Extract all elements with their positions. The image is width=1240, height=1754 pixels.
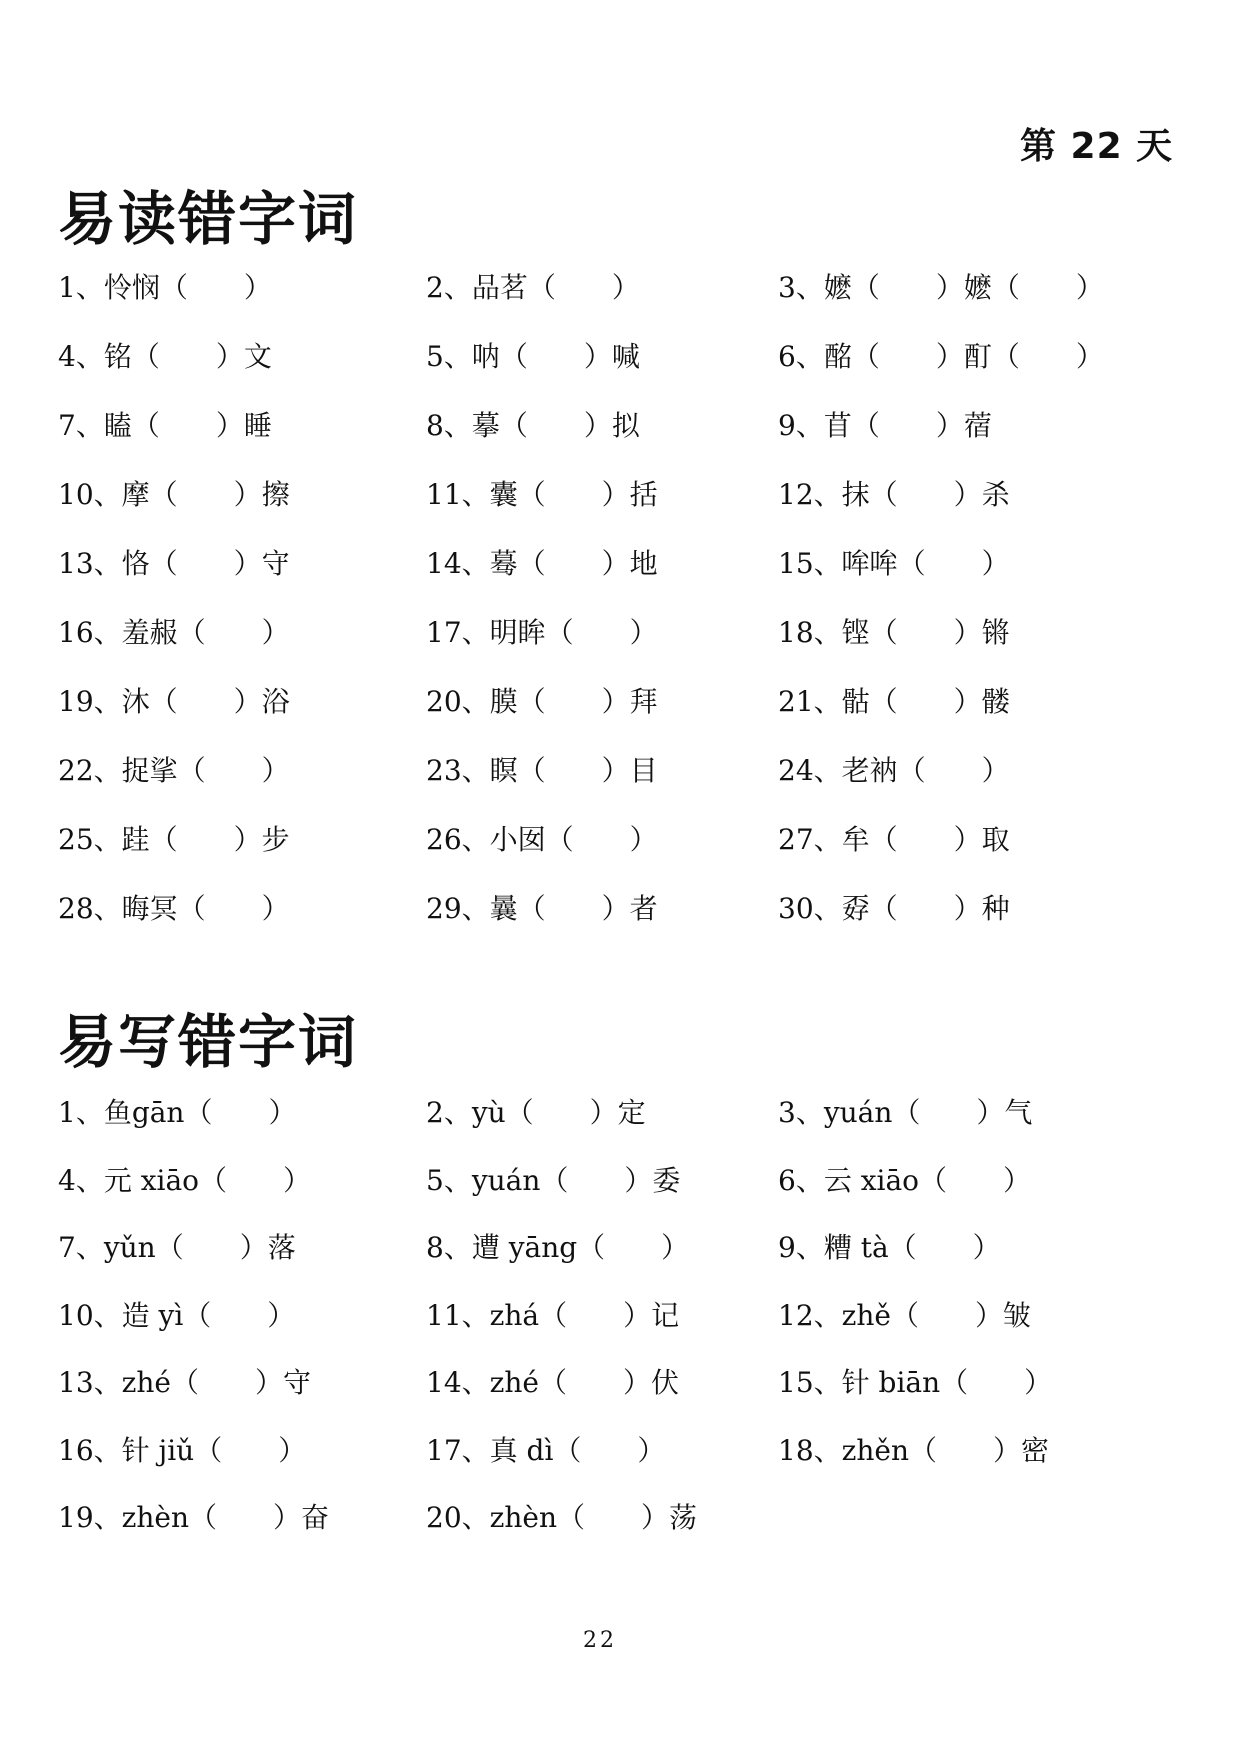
exercise-item: 8、遭 yāng（ ） xyxy=(426,1231,690,1264)
exercise-item: 16、针 jiǔ（ ） xyxy=(58,1433,307,1467)
exercise-item: 10、摩（ ）擦 xyxy=(58,478,290,511)
exercise-item: 23、瞑（ ）目 xyxy=(426,754,658,787)
exercise-item: 4、元 xiāo（ ） xyxy=(58,1163,312,1197)
exercise-item: 21、骷（ ）髅 xyxy=(778,685,1010,718)
miswrite-word-list xyxy=(58,1093,1178,1566)
exercise-item: 5、yuán（ ）委 xyxy=(426,1163,681,1197)
page-number: 22 xyxy=(583,1628,617,1653)
exercise-item: 12、抹（ ）杀 xyxy=(778,478,1010,511)
exercise-item: 11、zhá（ ）记 xyxy=(426,1298,680,1332)
exercise-item: 15、哞哞（ ） xyxy=(778,547,1010,580)
exercise-item: 8、摹（ ）拟 xyxy=(426,409,640,442)
exercise-item: 6、酩（ ）酊（ ） xyxy=(778,340,1104,373)
exercise-item: 9、糟 tà（ ） xyxy=(778,1231,1001,1264)
exercise-item: 18、zhěn（ ）密 xyxy=(778,1433,1050,1467)
exercise-item: 3、yuán（ ）气 xyxy=(778,1096,1033,1129)
exercise-item: 28、晦冥（ ） xyxy=(58,892,290,925)
exercise-item: 18、铿（ ）锵 xyxy=(778,616,1010,649)
exercise-item: 25、跬（ ）步 xyxy=(58,823,290,856)
exercise-item: 20、膜（ ）拜 xyxy=(426,685,658,718)
exercise-item: 20、zhèn（ ）荡 xyxy=(426,1501,698,1534)
exercise-item: 29、曩（ ）者 xyxy=(426,892,658,925)
exercise-item: 19、zhèn（ ）奋 xyxy=(58,1501,330,1534)
exercise-item: 13、zhé（ ）守 xyxy=(58,1366,311,1399)
exercise-item: 1、鱼gān（ ） xyxy=(58,1096,297,1129)
exercise-item: 30、孬（ ）种 xyxy=(778,892,1010,925)
exercise-item: 13、恪（ ）守 xyxy=(58,547,290,580)
exercise-item: 7、yǔn（ ）落 xyxy=(58,1231,296,1264)
exercise-item: 5、呐（ ）喊 xyxy=(426,340,640,373)
exercise-item: 11、囊（ ）括 xyxy=(426,478,658,511)
exercise-item: 15、针 biān（ ） xyxy=(778,1366,1053,1399)
exercise-item: 1、怜悯（ ） xyxy=(58,271,272,304)
misread-word-list xyxy=(58,268,1178,958)
section-title-easy-misread: 易读错字词 xyxy=(58,185,359,253)
exercise-item: 9、苜（ ）蓿 xyxy=(778,409,992,442)
exercise-item: 12、zhě（ ）皱 xyxy=(778,1298,1031,1332)
day-label: 第 22 天 xyxy=(1020,126,1174,167)
exercise-item: 6、云 xiāo（ ） xyxy=(778,1163,1032,1197)
exercise-item: 17、真 dì（ ） xyxy=(426,1433,666,1467)
exercise-item: 2、品茗（ ） xyxy=(426,271,640,304)
exercise-item: 22、捉挲（ ） xyxy=(58,754,290,787)
exercise-item: 26、小囡（ ） xyxy=(426,823,658,856)
exercise-item: 3、嬷（ ）嬷（ ） xyxy=(778,271,1104,304)
exercise-item: 4、铭（ ）文 xyxy=(58,340,272,373)
exercise-item: 2、yù（ ）定 xyxy=(426,1096,646,1129)
exercise-item: 7、瞌（ ）睡 xyxy=(58,409,272,442)
exercise-item: 24、老衲（ ） xyxy=(778,754,1010,787)
section-title-easy-miswrite: 易写错字词 xyxy=(58,1008,359,1076)
exercise-item: 14、蓦（ ）地 xyxy=(426,547,658,580)
exercise-item: 10、造 yì（ ） xyxy=(58,1298,296,1332)
exercise-item: 19、沐（ ）浴 xyxy=(58,685,290,718)
exercise-item: 17、明眸（ ） xyxy=(426,616,658,649)
exercise-item: 14、zhé（ ）伏 xyxy=(426,1366,679,1399)
exercise-item: 16、羞赧（ ） xyxy=(58,616,290,649)
exercise-item: 27、牟（ ）取 xyxy=(778,823,1010,856)
